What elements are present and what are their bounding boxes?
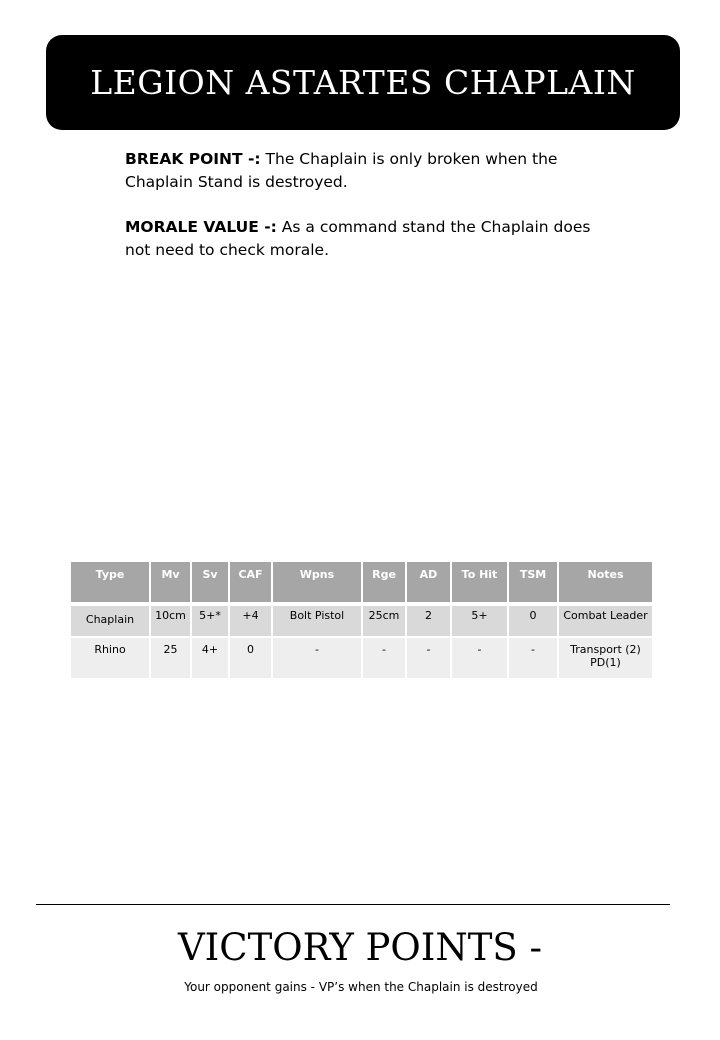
morale-label: MORALE VALUE -:: [125, 218, 277, 236]
table-cell: Bolt Pistol: [272, 604, 362, 637]
break-point-label: BREAK POINT -:: [125, 150, 261, 168]
table-cell: 4+: [191, 637, 229, 679]
table-cell: 25: [150, 637, 191, 679]
table-cell: 5+*: [191, 604, 229, 637]
victory-points-text: Your opponent gains - VP’s when the Chaplain is destroyed: [184, 980, 538, 994]
table-cell: 2: [406, 604, 451, 637]
table-cell: Rhino: [71, 637, 150, 679]
table-cell: +4: [229, 604, 272, 637]
header-mv: Mv: [150, 562, 191, 604]
table-cell: -: [406, 637, 451, 679]
header-notes: Notes: [558, 562, 653, 604]
title-banner: [46, 35, 680, 130]
table-cell: Transport (2) PD(1): [558, 637, 653, 679]
break-point-text: The Chaplain is only broken when the Chaplain Stand is destroyed.: [125, 150, 558, 191]
table-cell: -: [451, 637, 508, 679]
stats-table: [71, 562, 654, 680]
header-type: Type: [71, 562, 150, 604]
table-cell: 10cm: [150, 604, 191, 637]
morale-rule: [125, 216, 605, 262]
table-cell: 25cm: [362, 604, 406, 637]
table-cell: Combat Leader: [558, 604, 653, 637]
header-tsm: TSM: [508, 562, 558, 604]
victory-points-title: VICTORY POINTS -: [177, 926, 543, 969]
table-row: [71, 637, 653, 679]
header-caf: CAF: [229, 562, 272, 604]
table-cell: 0: [508, 604, 558, 637]
table-cell: -: [362, 637, 406, 679]
header-ad: AD: [406, 562, 451, 604]
table-cell: -: [272, 637, 362, 679]
page-title: LEGION ASTARTES CHAPLAIN: [90, 63, 636, 102]
table-header-row: [71, 562, 653, 604]
table-cell: -: [508, 637, 558, 679]
table-cell: 0: [229, 637, 272, 679]
rules-section: [125, 148, 605, 284]
table-cell: Chaplain: [71, 604, 150, 637]
table-row: [71, 604, 653, 637]
morale-text: As a command stand the Chaplain does not need to check morale.: [125, 218, 591, 259]
header-rge: Rge: [362, 562, 406, 604]
break-point-rule: [125, 148, 605, 194]
divider: [36, 904, 670, 905]
header-wpns: Wpns: [272, 562, 362, 604]
header-to-hit: To Hit: [451, 562, 508, 604]
header-sv: Sv: [191, 562, 229, 604]
table-cell: 5+: [451, 604, 508, 637]
